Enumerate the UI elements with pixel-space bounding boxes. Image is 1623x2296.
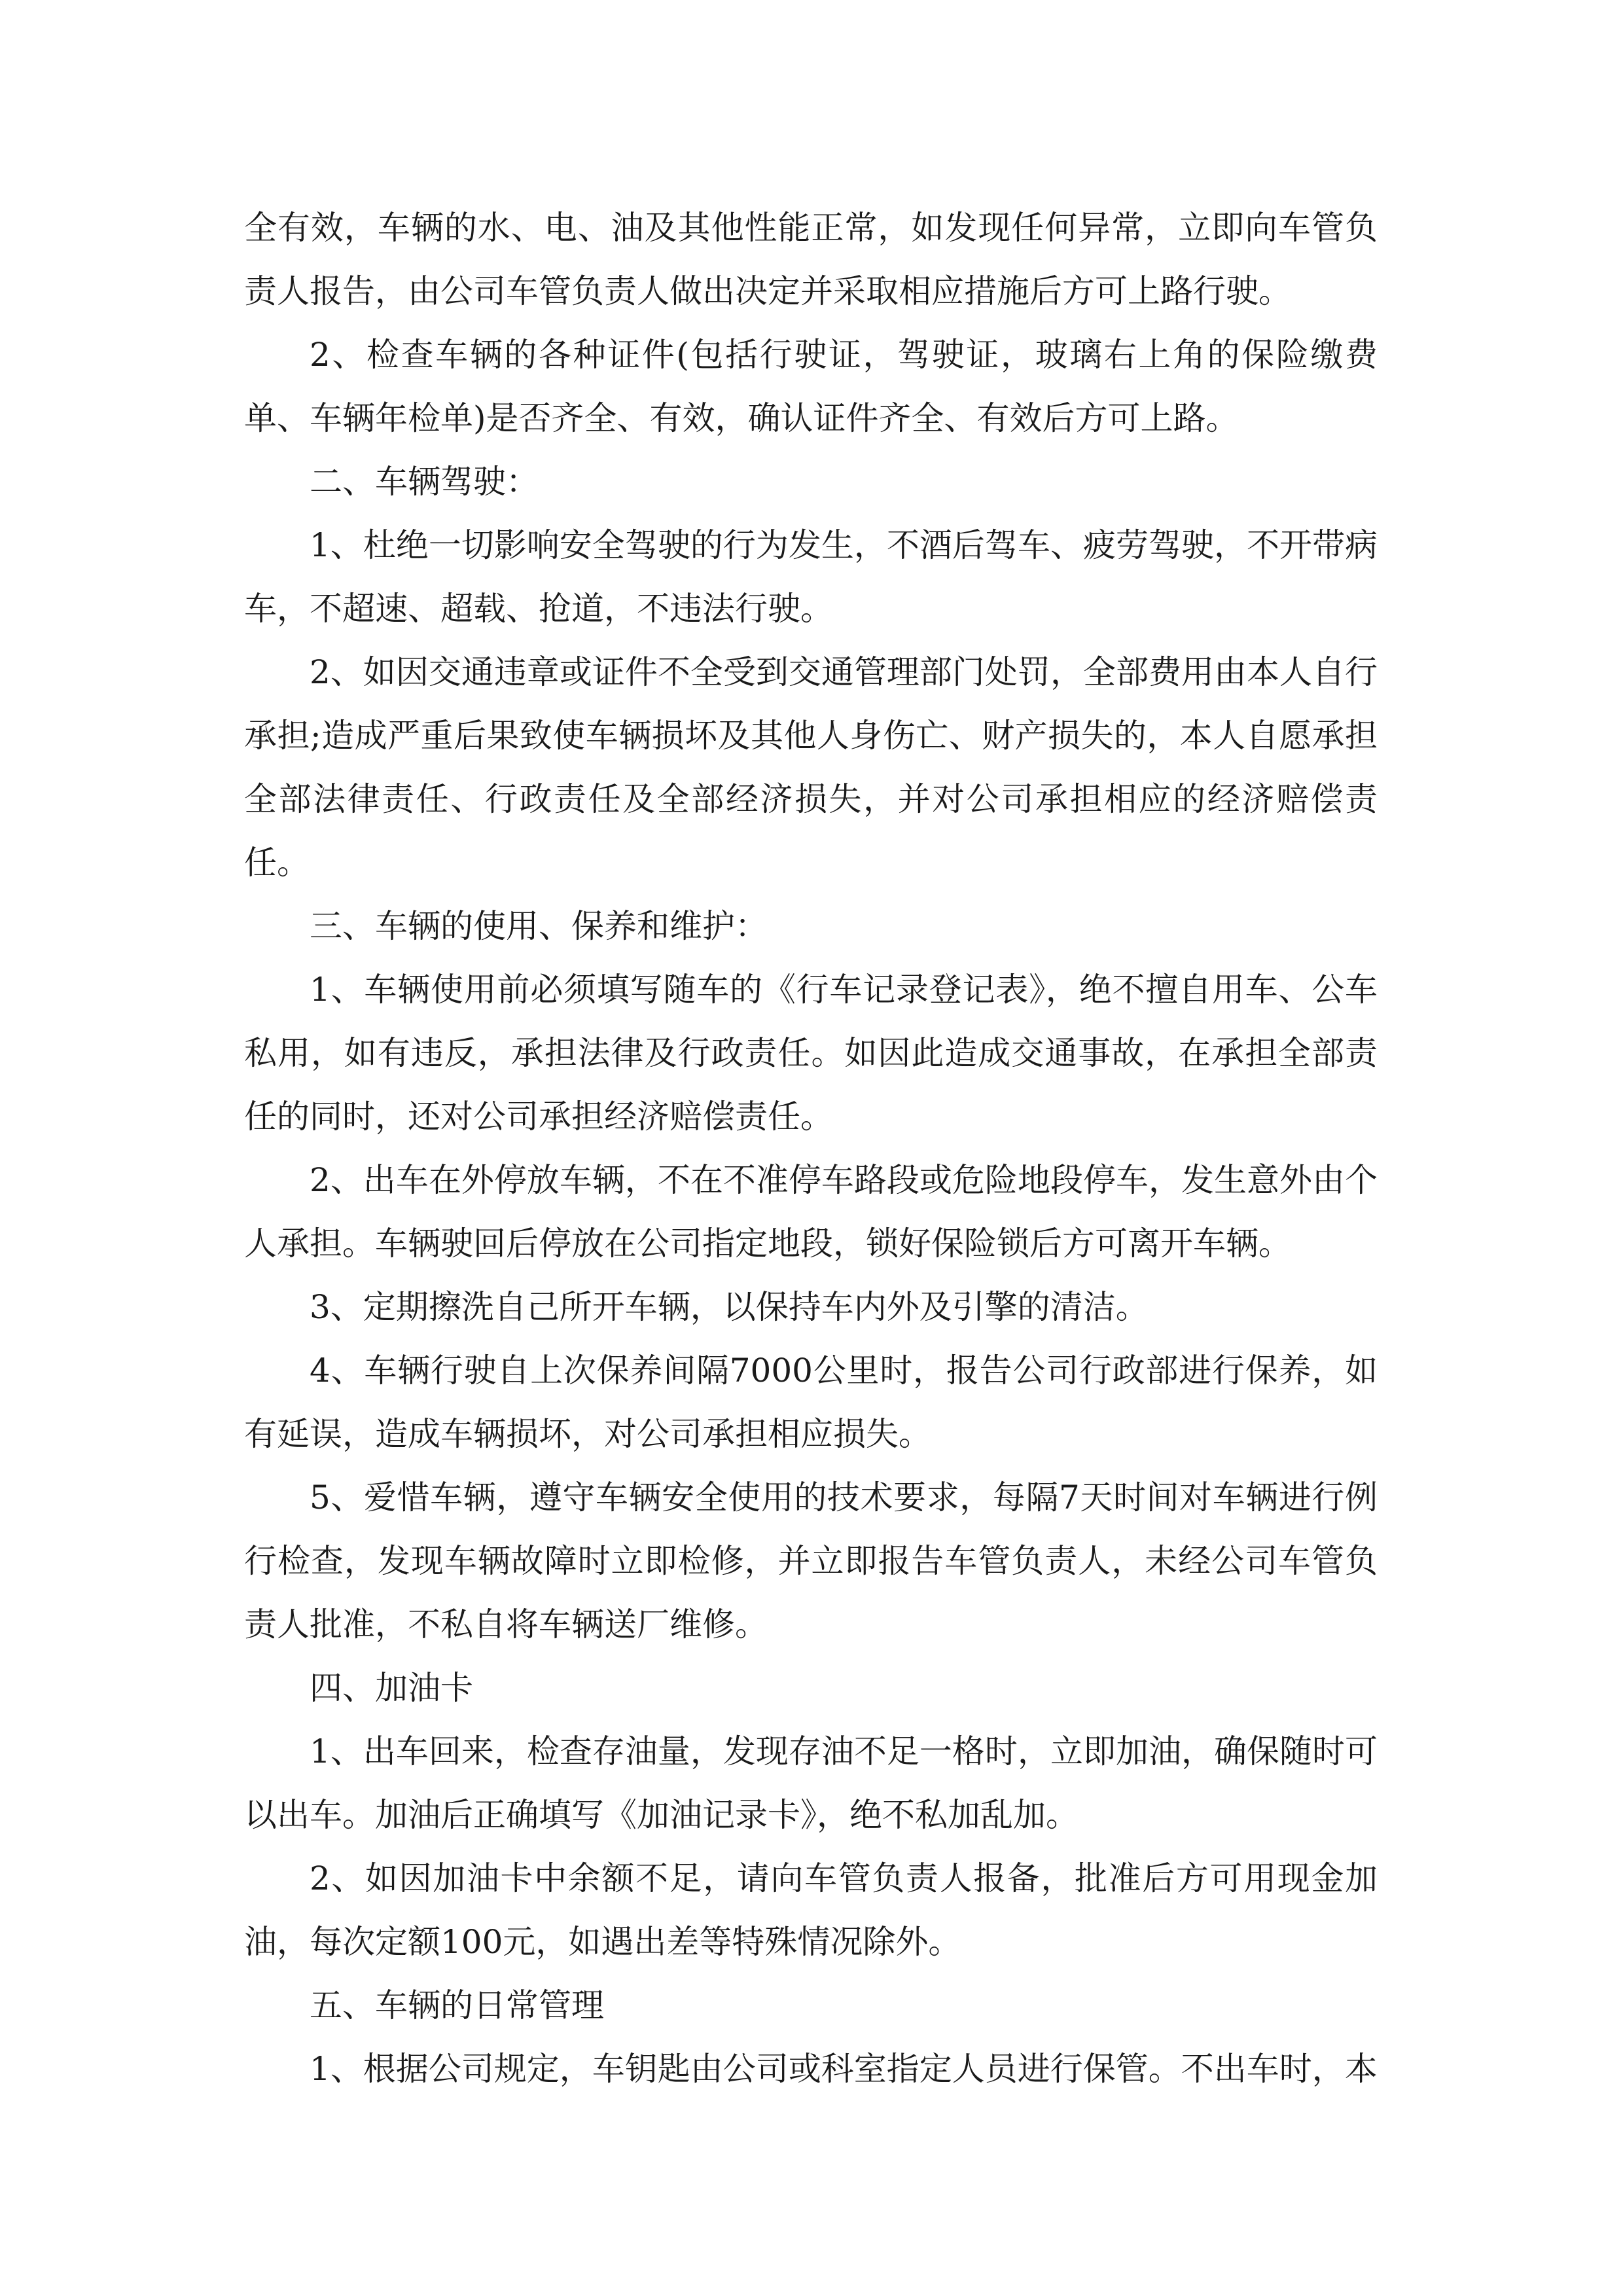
paragraph-safe-driving: 1、杜绝一切影响安全驾驶的行为发生，不酒后驾车、疲劳驾驶，不开带病车，不超速、超载、抢道，不违法行驶。 — [244, 526, 1378, 628]
paragraph-violation-liability: 2、如因交通违章或证件不全受到交通管理部门处罚，全部费用由本人自行承担;造成严重后果致使车辆损坏及其他人身伤亡、财产损失的，本人自愿承担全部法律责任、行政责任及全部经济损失，并对公司承担相应的经济赔偿责任。 — [244, 653, 1378, 882]
section-heading-daily-management: 五、车辆的日常管理 — [310, 1986, 604, 2024]
paragraph-service-interval: 4、车辆行驶自上次保养间隔7000公里时，报告公司行政部进行保养，如有延误，造成车辆损坏，对公司承担相应损失。 — [244, 1352, 1378, 1453]
paragraph-cleaning: 3、定期擦洗自己所开车辆，以保持车内外及引擎的清洁。 — [310, 1288, 1149, 1326]
paragraph-parking: 2、出车在外停放车辆，不在不准停车路段或危险地段停车，发生意外由个人承担。车辆驶回后停放在公司指定地段，锁好保险锁后方可离开车辆。 — [244, 1161, 1378, 1263]
section-heading-driving: 二、车辆驾驶： — [310, 463, 539, 501]
paragraph-routine-inspection: 5、爱惜车辆，遵守车辆安全使用的技术要求，每隔7天时间对车辆进行例行检查，发现车辆故障时立即检修，并立即报告车管负责人，未经公司车管负责人批准，不私自将车辆送厂维修。 — [244, 1479, 1378, 1643]
paragraph-continuation: 全有效，车辆的水、电、油及其他性能正常，如发现任何异常，立即向车管负责人报告，由公司车管负责人做出决定并采取相应措施后方可上路行驶。 — [244, 209, 1378, 310]
paragraph-key-custody: 1、根据公司规定，车钥匙由公司或科室指定人员进行保管。不出车时，本 — [310, 2050, 1378, 2088]
paragraph-refuel: 1、出车回来，检查存油量，发现存油不足一格时，立即加油，确保随时可以出车。加油后正确填写《加油记录卡》，绝不私加乱加。 — [244, 1732, 1378, 1834]
paragraph-driving-log: 1、车辆使用前必须填写随车的《行车记录登记表》，绝不擅自用车、公车私用，如有违反，承担法律及行政责任。如因此造成交通事故，在承担全部责任的同时，还对公司承担经济赔偿责任。 — [244, 971, 1378, 1136]
section-heading-use-maintenance: 三、车辆的使用、保养和维护： — [310, 907, 768, 945]
section-heading-fuel-card: 四、加油卡 — [310, 1669, 473, 1707]
paragraph-fuel-balance: 2、如因加油卡中余额不足，请向车管负责人报备，批准后方可用现金加油，每次定额100元，如遇出差等特殊情况除外。 — [244, 1859, 1378, 1961]
paragraph-check-documents: 2、检查车辆的各种证件(包括行驶证，驾驶证，玻璃右上角的保险缴费单、车辆年检单)是否齐全、有效，确认证件齐全、有效后方可上路。 — [244, 336, 1378, 437]
document-page — [244, 196, 1378, 2101]
